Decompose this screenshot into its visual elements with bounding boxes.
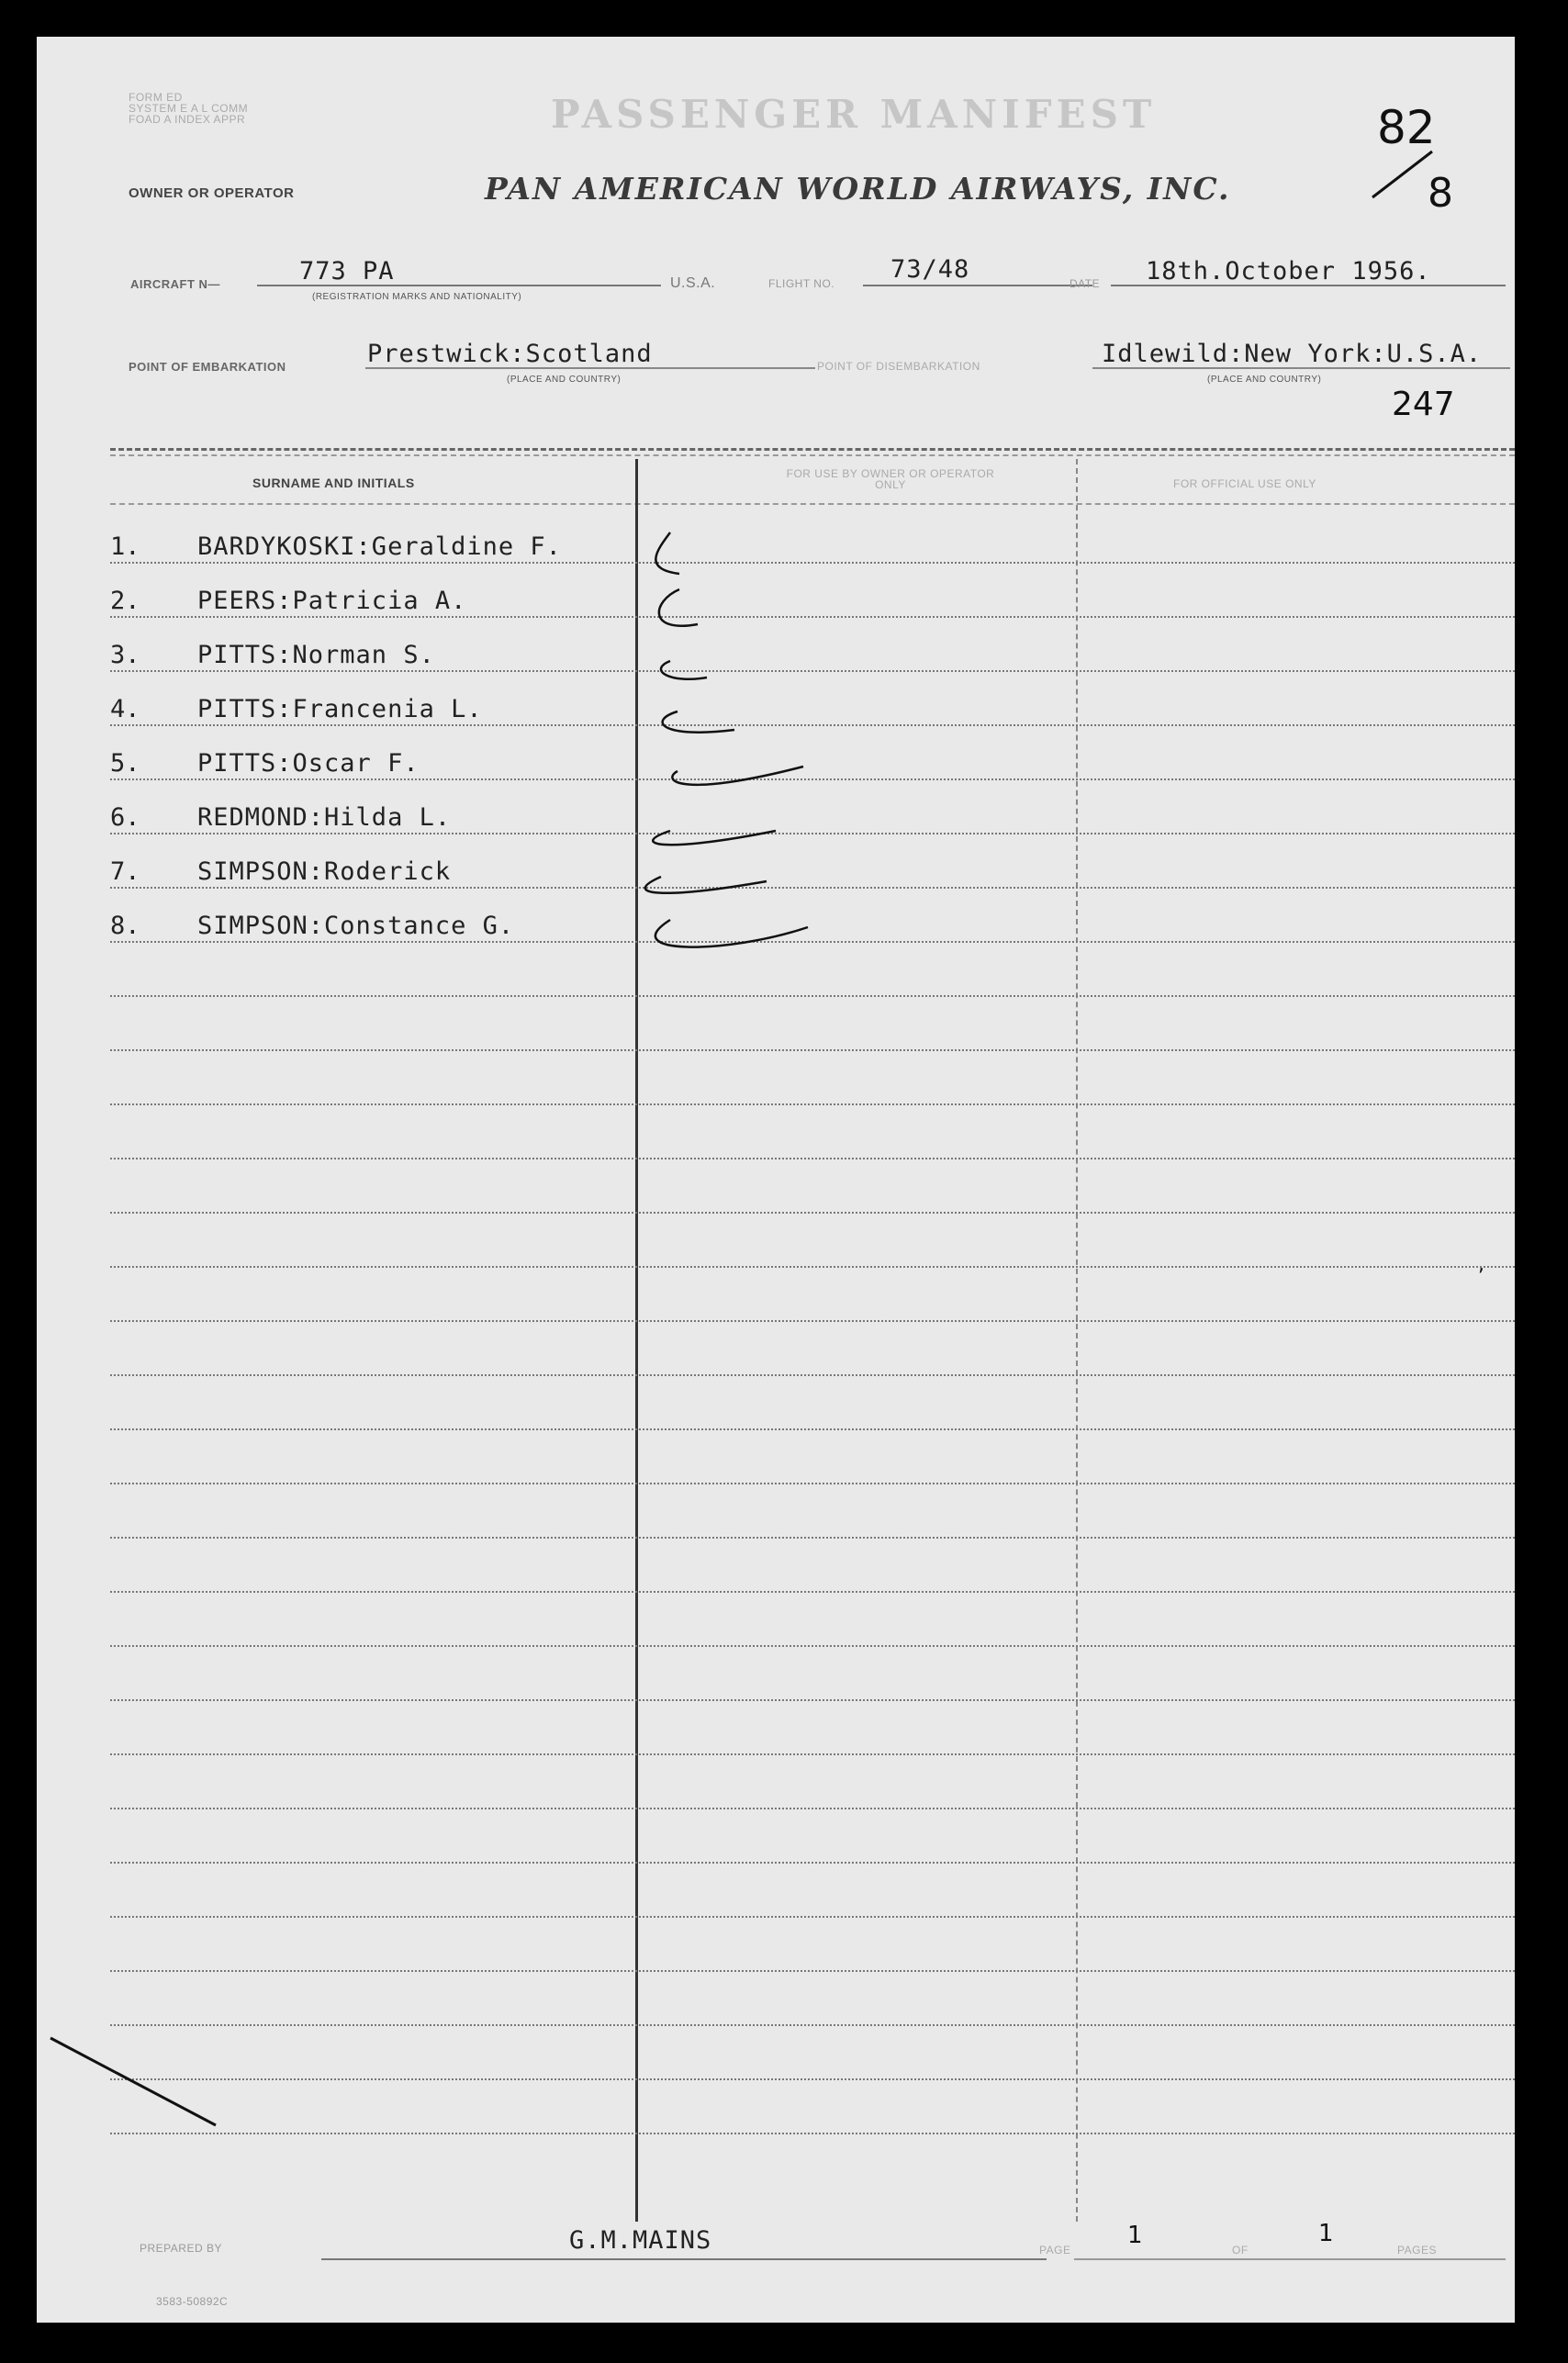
ruled-line	[110, 1212, 1515, 1214]
prepared-value: G.M.MAINS	[569, 2226, 712, 2255]
corner-form-note	[129, 92, 248, 125]
corner-line: FOAD A INDEX APPR	[129, 113, 246, 126]
row-number: 4.	[110, 695, 140, 723]
passenger-name: REDMOND:Hilda L.	[197, 803, 452, 832]
page-underline	[1074, 2258, 1506, 2260]
ruled-line	[110, 2078, 1515, 2080]
check-mark-icon	[655, 532, 679, 574]
handwritten-number: 247	[1392, 386, 1455, 423]
prepared-underline	[321, 2258, 1047, 2260]
form-title: PASSENGER MANIFEST	[551, 92, 1157, 137]
ruled-line	[110, 1483, 1515, 1484]
ruled-line	[110, 1970, 1515, 1972]
date-underline	[1111, 285, 1506, 286]
ruled-line	[110, 1049, 1515, 1051]
row-number: 5.	[110, 749, 140, 778]
ruled-line	[110, 1158, 1515, 1159]
column-header-owner: FOR USE BY OWNER OR OPERATOR ONLY	[786, 467, 995, 491]
flight-label: FLIGHT NO.	[768, 277, 835, 290]
form-number: 3583-50892C	[156, 2295, 229, 2308]
stray-pen-stroke	[46, 2029, 230, 2139]
header-rule-top	[110, 448, 1515, 451]
column-header-rule	[110, 503, 1515, 505]
owner-value: PAN AMERICAN WORLD AIRWAYS, INC.	[485, 171, 1231, 207]
of-label: OF	[1232, 2244, 1249, 2257]
ruled-line	[110, 1862, 1515, 1864]
aircraft-label: AIRCRAFT N—	[130, 277, 220, 291]
check-mark-icon	[655, 920, 808, 947]
row-number: 2.	[110, 587, 140, 615]
manifest-sheet	[37, 37, 1515, 2323]
usa-label: U.S.A.	[670, 275, 716, 291]
ruled-line	[110, 2024, 1515, 2026]
passenger-name: PITTS:Norman S.	[197, 641, 435, 669]
ruled-line	[110, 1916, 1515, 1918]
passenger-name: PEERS:Patricia A.	[197, 587, 467, 615]
pages-label: PAGES	[1397, 2244, 1437, 2257]
flight-value: 73/48	[890, 255, 970, 284]
row-number: 7.	[110, 857, 140, 886]
of-value: 1	[1318, 2220, 1334, 2247]
ruled-line	[110, 1699, 1515, 1701]
check-marks	[569, 523, 826, 973]
aircraft-sublabel: (REGISTRATION MARKS AND NATIONALITY)	[312, 292, 522, 302]
aircraft-underline	[257, 285, 661, 286]
handwritten-ref-bottom: 8	[1428, 170, 1453, 217]
embark-label: POINT OF EMBARKATION	[129, 360, 286, 374]
date-label: DATE	[1070, 277, 1101, 290]
corner-line: FORM ED	[129, 91, 183, 104]
aircraft-value: 773 PA	[299, 257, 395, 286]
ruled-line	[110, 1374, 1515, 1376]
passenger-name: BARDYKOSKI:Geraldine F.	[197, 532, 562, 561]
ruled-line	[110, 1428, 1515, 1430]
disembark-value: Idlewild:New York:U.S.A.	[1102, 340, 1483, 368]
ruled-line	[110, 1537, 1515, 1539]
check-mark-icon	[653, 831, 776, 845]
ruled-line	[110, 995, 1515, 997]
corner-line: SYSTEM E A L COMM	[129, 102, 249, 115]
disembark-label: POINT OF DISEMBARKATION	[817, 360, 980, 373]
row-number: 8.	[110, 912, 140, 940]
ruled-line	[110, 1753, 1515, 1755]
check-mark-icon	[645, 877, 767, 893]
ruled-line	[110, 1103, 1515, 1105]
check-mark-icon	[661, 661, 707, 679]
column-divider-right	[1076, 459, 1078, 2222]
embark-value: Prestwick:Scotland	[367, 340, 653, 368]
date-value: 18th.October 1956.	[1146, 257, 1431, 286]
row-number: 1.	[110, 532, 140, 561]
disembark-sublabel: (PLACE AND COUNTRY)	[1207, 375, 1322, 385]
check-mark-icon	[663, 711, 734, 733]
column-header-official: FOR OFFICIAL USE ONLY	[1173, 477, 1316, 490]
embark-sublabel: (PLACE AND COUNTRY)	[507, 375, 622, 385]
page-label: PAGE	[1039, 2244, 1071, 2257]
row-number: 6.	[110, 803, 140, 832]
ruled-line	[110, 1266, 1515, 1268]
owner-label: OWNER OR OPERATOR	[129, 185, 295, 201]
ruled-line	[110, 1591, 1515, 1593]
passenger-name: SIMPSON:Constance G.	[197, 912, 515, 940]
passenger-name: PITTS:Oscar F.	[197, 749, 420, 778]
row-number: 3.	[110, 641, 140, 669]
handwritten-ref-top: 82	[1377, 101, 1436, 154]
check-mark-icon	[659, 589, 698, 626]
check-mark-icon	[672, 767, 803, 785]
stray-mark: ,	[1478, 1253, 1484, 1276]
ruled-line	[110, 1320, 1515, 1322]
prepared-label: PREPARED BY	[140, 2242, 222, 2255]
page-value: 1	[1127, 2222, 1143, 2249]
ruled-line	[110, 2133, 1515, 2134]
header-rule-bottom	[110, 454, 1515, 456]
passenger-name: SIMPSON:Roderick	[197, 857, 452, 886]
flight-underline	[863, 285, 1092, 286]
disembark-underline	[1092, 367, 1510, 369]
passenger-name: PITTS:Francenia L.	[197, 695, 483, 723]
ruled-line	[110, 1808, 1515, 1809]
embark-underline	[365, 367, 815, 369]
ruled-line	[110, 1645, 1515, 1647]
column-header-surname: SURNAME AND INITIALS	[252, 476, 415, 490]
